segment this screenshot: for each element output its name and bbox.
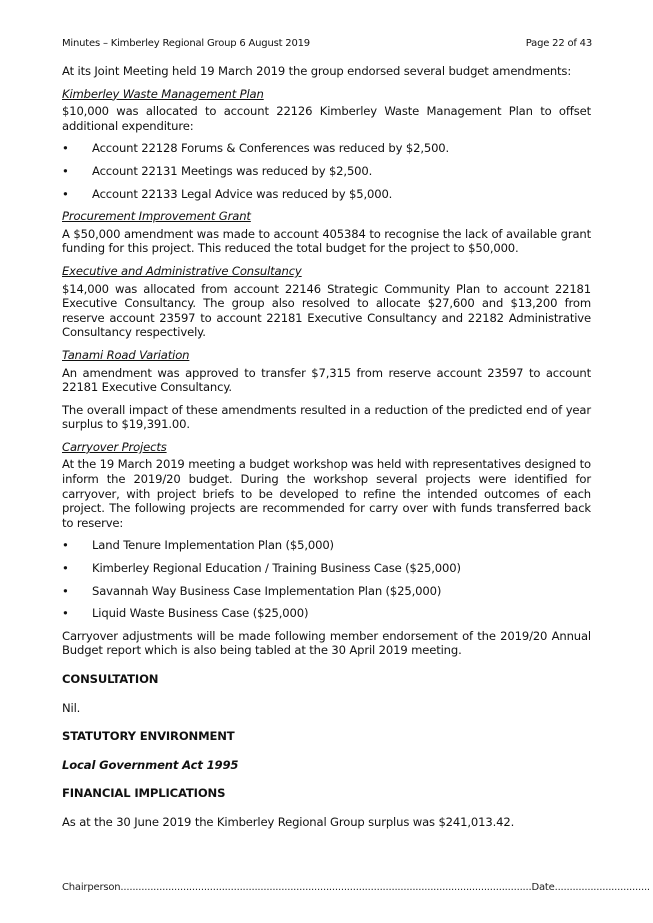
list-item: • Kimberley Regional Education / Training Business Case ($25,000) [62, 561, 591, 576]
carryover-closing: Carryover adjustments will be made following member endorsement of the 2019/20 Annual Budget report which is also being tabled at the 30 April 2019 meeting. [62, 628, 591, 658]
impact-paragraph: The overall impact of these amendments resulted in a reduction of the predicted end of year surplus to $19,391.00. [62, 402, 591, 432]
list-item: • Account 22128 Forums & Conferences was reduced by $2,500. [62, 141, 591, 156]
waste-paragraph: $10,000 was allocated to account 22126 Kimberley Waste Management Plan to offset additional expenditure: [62, 104, 591, 133]
tanami-subheading: Tanami Road Variation [62, 347, 190, 362]
carryover-subheading: Carryover Projects [62, 439, 167, 454]
list-item: • Liquid Waste Business Case ($25,000) [62, 606, 591, 621]
waste-bullet-list [62, 141, 591, 201]
tanami-paragraph: An amendment was approved to transfer $7,315 from reserve account 23597 to account 22181 Executive Consultancy. [62, 365, 591, 395]
carryover-bullet-list [62, 538, 591, 620]
executive-subheading: Executive and Administrative Consultancy [62, 263, 302, 278]
intro-paragraph: At its Joint Meeting held 19 March 2019 the group endorsed several budget amendments: [62, 64, 572, 78]
list-item: • Savannah Way Business Case Implementation Plan ($25,000) [62, 584, 591, 599]
procurement-subheading: Procurement Improvement Grant [62, 209, 251, 224]
procurement-paragraph: A $50,000 amendment was made to account 405384 to recognise the lack of available grant funding for this project. This reduced the total budget for the project to $50,000. [62, 226, 591, 256]
financial-text: As at the 30 June 2019 the Kimberley Regional Group surplus was $241,013.42. [62, 814, 515, 829]
act-title: Local Government Act 1995 [62, 757, 239, 772]
list-item: • Account 22131 Meetings was reduced by $2,500. [62, 164, 591, 179]
consultation-text: Nil. [62, 700, 81, 715]
chairperson-signature-line: Chairperson.......................................................................................................................................... [62, 882, 532, 893]
page-footer [62, 882, 650, 893]
page-number: Page 22 of 43 [525, 38, 592, 49]
statutory-heading: STATUTORY ENVIRONMENT [62, 729, 235, 744]
carryover-paragraph: At the 19 March 2019 meeting a budget workshop was held with representatives designed to inform the 2019/20 budget. During the workshop several projects were identified for carryover, with project briefs to be developed to refine the intended outcomes of each project. The following projects are recommended for carry over with funds transferred back to reserve: [62, 457, 591, 530]
page-content [62, 64, 591, 838]
executive-paragraph: $14,000 was allocated from account 22146 Strategic Community Plan to account 22181 Executive Consultancy. The group also resolved to allocate $27,600 and $13,200 from reserve account 23597 to account 22181 Executive Consultancy and 22182 Administrative Consultancy respectively. [62, 281, 591, 340]
date-line: Date................................ [531, 882, 650, 893]
financial-heading: FINANCIAL IMPLICATIONS [62, 786, 226, 801]
list-item: • Account 22133 Legal Advice was reduced by $5,000. [62, 187, 591, 202]
consultation-heading: CONSULTATION [62, 672, 159, 686]
page-header [62, 38, 592, 52]
list-item: • Land Tenure Implementation Plan ($5,000) [62, 538, 591, 553]
waste-subheading: Kimberley Waste Management Plan [62, 86, 264, 101]
header-title: Minutes – Kimberley Regional Group 6 August 2019 [62, 38, 310, 49]
